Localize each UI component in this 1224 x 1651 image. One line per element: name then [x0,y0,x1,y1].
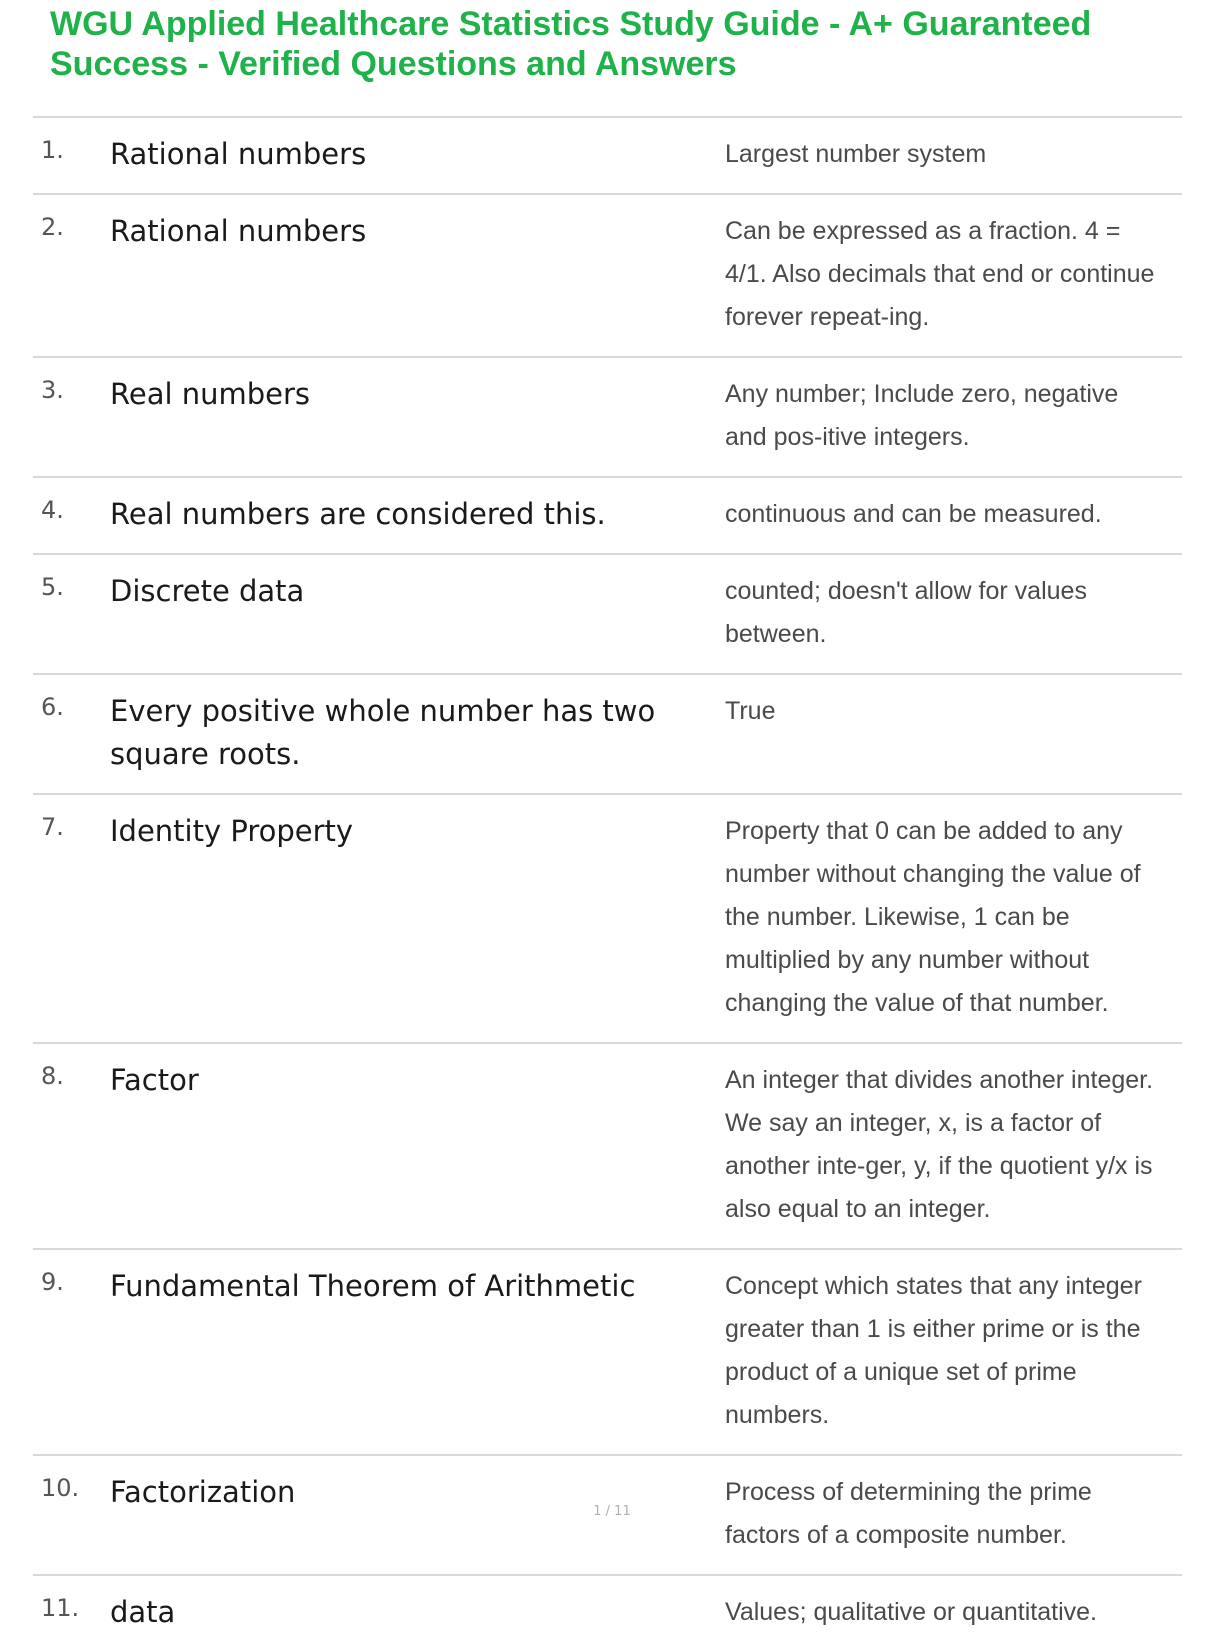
item-definition: An integer that divides another integer. We say an integer, x, is a factor of another inte-ger, y, if the quotient y/x is also equal to an integer. [725,1066,1154,1223]
qa-table [33,116,1182,1651]
qa-row [33,478,1182,555]
item-term: Discrete data [110,574,305,608]
item-number: 11. [41,1594,80,1622]
item-definition: Any number; Include zero, negative and pos-itive integers. [725,380,1119,451]
item-definition: continuous and can be measured. [725,500,1102,528]
item-definition: Concept which states that any integer greater than 1 is either prime or is the product of a unique set of prime numbers. [725,1272,1142,1429]
item-number: 8. [41,1062,64,1090]
document-title: WGU Applied Healthcare Statistics Study Guide - A+ Guaranteed Success - Verified Questions and Answers [50,5,1092,83]
qa-row [33,795,1182,1044]
item-number: 1. [41,136,64,164]
item-term: data [110,1595,176,1629]
item-term: Every positive whole number has two square roots. [110,694,656,771]
item-definition: Can be expressed as a fraction. 4 = 4/1. Also decimals that end or continue forever repeat-ing. [725,217,1155,331]
qa-row [33,195,1182,358]
qa-row [33,1576,1182,1651]
item-term: Real numbers [110,377,311,411]
qa-row [33,675,1182,795]
item-number: 7. [41,813,64,841]
item-number: 3. [41,376,64,404]
item-term: Rational numbers [110,137,367,171]
item-definition: True [725,697,776,725]
item-term: Fundamental Theorem of Arithmetic [110,1269,636,1303]
item-term: Rational numbers [110,214,367,248]
qa-row [33,358,1182,478]
item-number: 10. [41,1474,80,1502]
item-number: 4. [41,496,64,524]
item-number: 6. [41,693,64,721]
qa-row [33,1044,1182,1250]
item-term: Factor [110,1063,199,1097]
item-definition: Process of determining the prime factors of a composite number. [725,1478,1092,1549]
item-number: 5. [41,573,64,601]
item-term: Factorization [110,1475,296,1509]
page-indicator: 1 / 11 [593,1504,631,1519]
qa-row [33,118,1182,195]
item-number: 9. [41,1268,64,1296]
qa-row [33,555,1182,675]
item-definition: Values; qualitative or quantitative. [725,1598,1097,1626]
item-term: Identity Property [110,814,354,848]
item-definition: counted; doesn't allow for values between. [725,577,1087,648]
qa-row [33,1250,1182,1456]
item-definition: Largest number system [725,140,987,168]
item-definition: Property that 0 can be added to any number without changing the value of the number. Likewise, 1 can be multiplied by any number without changing the value of that number. [725,817,1141,1017]
item-term: Real numbers are considered this. [110,497,606,531]
item-number: 2. [41,213,64,241]
